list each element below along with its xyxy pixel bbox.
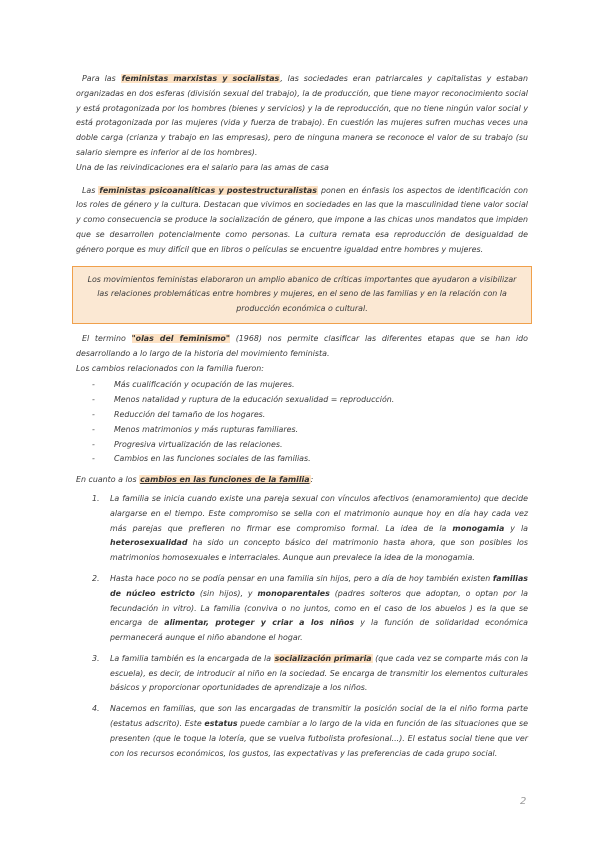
- list-item: - Menos matrimonios y más rupturas familiares.: [76, 423, 528, 438]
- functions-list: [76, 492, 528, 762]
- paragraph-marxist-feminism: Para las feministas marxistas y socialistas, las sociedades eran patriarcales y capitalistas y estaban organizadas en dos esferas (división sexual del trabajo), la de producción, que tiene mayor reconocimiento social y está protagonizada por los hombres (bienes y servicios) y la de reproducción, que no tiene ningún valor social y está protagonizada por las mujeres (vida y fuerza de trabajo). En cuestión las mujeres sufren muchas veces una doble carga (crianza y trabajo en las empresas), pero de ninguna manera se reconoce el valor de su trabajo (su salario siempre es inferior al de los hombres).: [76, 74, 529, 157]
- list-item: 4. Nacemos en familias, que son las encargadas de transmitir la posición social de la el niño forma parte (estatus adscrito). Este estatus puede cambiar a lo largo de la vida en función de las situaciones que se presenten (que le toque la lotería, que se vuelva futbolista profesional...). El estatus social tiene que ver con los recursos económicos, los gustos, las expectativas y las preferencias de cada grupo social.: [92, 704, 528, 758]
- highlight-family-functions: cambios en las funciones de la familia: [140, 475, 310, 485]
- list-item: 1. La familia se inicia cuando existe una pareja sexual con vínculos afectivos (enamoramiento) que decide alargarse en el tiempo. Este compromiso se sella con el matrimonio aunque hoy en día hay cada vez más parejas que prefieren no firmar ese compromiso formal. La idea de la monogamia y la heterosexualidad ha sido un concepto básico del matrimonio hasta ahora, que son posibles los matrimonios homosexuales e interraciales. Aunque aun prevalece la idea de la monogamia.: [92, 493, 529, 563]
- list-item: 3. La familia también es la encargada de la socialización primaria (que cada vez se comparte más con la escuela), es decir, de introducir al niño en la sociedad. Se encarga de transmitir los elementos culturales básicos y proporcionar oportunidades de aprendizaje a los niños.: [92, 653, 529, 693]
- highlight-waves-of-feminism: "olas del feminismo": [131, 333, 230, 343]
- highlight-primary-socialization: socialización primaria: [274, 653, 372, 663]
- paragraph-waves-of-feminism: El termino "olas del feminismo" (1968) nos permite clasificar las diferentes etapas que se han ido desarrollando a lo largo de la historia del movimiento feminista.: [76, 333, 528, 358]
- document-body: [76, 72, 528, 767]
- changes-intro: Los cambios relacionados con la familia fueron:: [76, 363, 264, 373]
- list-item: - Más cualificación y ocupación de las mujeres.: [76, 378, 528, 393]
- list-item: - Reducción del tamaño de los hogares.: [76, 408, 528, 423]
- page-number: 2: [520, 796, 527, 807]
- list-item: - Cambios en las funciones sociales de las familias.: [76, 452, 528, 467]
- paragraph-psychoanalytic-feminism: Las feministas psicoanalíticas y postestructuralistas ponen en énfasis los aspectos de identificación con los roles de género y la cultura. Destacan que vivimos en sociedades en las que la masculinidad tiene valor social y como consecuencia se produce la socialización de género, que impone a las chicas unos mandatos que impiden que se desarrollen potencialmente como personas. La cultura remata esa reproducción de desigualdad de género porque es muy difícil que en libros o películas se encuentre igualdad entre hombres y mujeres.: [76, 185, 528, 254]
- paragraph-claims: Una de las reivindicaciones era el salario para las amas de casa: [76, 162, 329, 172]
- list-item: - Progresiva virtualización de las relaciones.: [76, 438, 528, 453]
- changes-list: [76, 378, 528, 467]
- functions-intro: En cuanto a los cambios en las funciones de la familia:: [76, 475, 314, 485]
- list-item: - Menos natalidad y ruptura de la educación sexualidad = reproducción.: [76, 393, 528, 408]
- highlight-marxist-feminists: feministas marxistas y socialistas: [121, 74, 280, 83]
- callout-box: Los movimientos feministas elaboraron un amplio abanico de críticas importantes que ayudaron a visibilizar las relaciones problemáticas entre hombres y mujeres, en el seno de las familias y en la relación con la producción económica o cultural.: [72, 266, 532, 324]
- list-item: 2. Hasta hace poco no se podía pensar en una familia sin hijos, pero a día de hoy también existen familias de núcleo estricto (sin hijos), y monoparentales (padres solteros que adoptan, o optan por la fecundación in vitro). La familia (conviva o no juntos, como en el caso de los abuelos ) es la que se encarga de alimentar, proteger y criar a los niños y la función de solidaridad económica permanecerá aunque el niño abandone el hogar.: [92, 573, 529, 643]
- highlight-psychoanalytic-feminists: feministas psicoanalíticas y postestructuralistas: [99, 185, 317, 195]
